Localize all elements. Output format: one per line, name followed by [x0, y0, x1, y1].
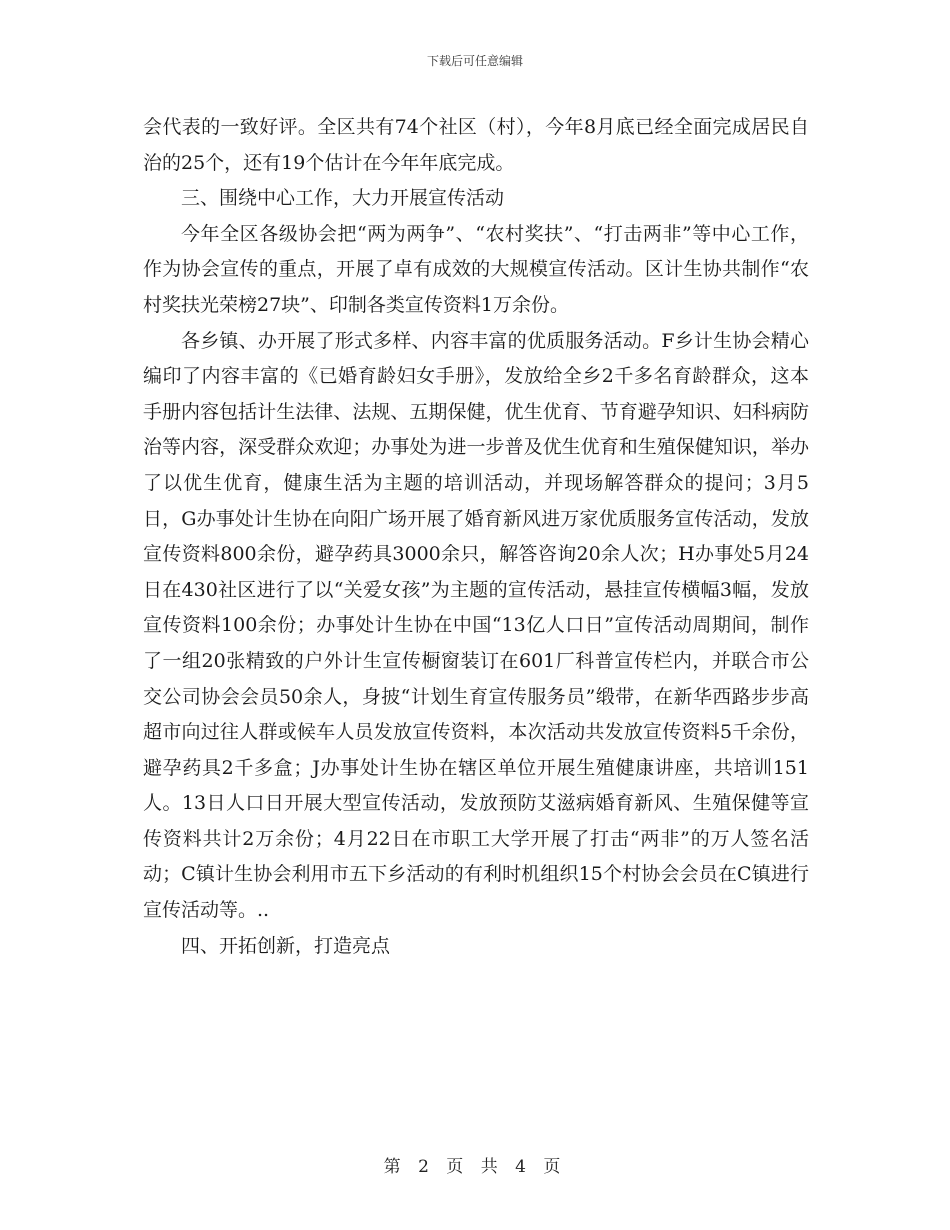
paragraph-continued: 会代表的一致好评。全区共有74个社区（村），今年8月底已经全面完成居民自治的25个，还有19个估计在今年年底完成。 [143, 116, 809, 174]
section-heading-3: 三、围绕中心工作，大力开展宣传活动 [181, 187, 505, 210]
paragraph: 今年全区各级协会把“两为两争”、“农村奖扶”、“打击两非”等中心工作，作为协会宣传的重点，开展了卓有成效的大规模宣传活动。区计生协共制作“农村奖扶光荣榜27块”、印制各类宣传资料1万余份。 [143, 222, 809, 316]
document-body [143, 110, 809, 964]
paragraph: 各乡镇、办开展了形式多样、内容丰富的优质服务活动。F乡计生协会精心编印了内容丰富的《已婚育龄妇女手册》，发放给全乡2千多名育龄群众，这本手册内容包括计生法律、法规、五期保健，优生优育、节育避孕知识、妇科病防治等内容，深受群众欢迎；办事处为进一步普及优生优育和生殖保健知识，举办了以优生优育，健康生活为主题的培训活动，并现场解答群众的提问；3月5日，G办事处计生协在向阳广场开展了婚育新风进万家优质服务宣传活动，发放宣传资料800余份，避孕药具3000余只，解答咨询20余人次；H办事处5月24日在430社区进行了以“关爱女孩”为主题的宣传活动，悬挂宣传横幅3幅，发放宣传资料100余份；办事处计生协在中国“13亿人口日”宣传活动周期间，制作了一组20张精致的户外计生宣传橱窗装订在601厂科普宣传栏内，并联合市公交公司协会会员50余人，身披“计划生育宣传服务员”缎带，在新华西路步步高超市向过往人群或候车人员发放宣传资料，本次活动共发放宣传资料5千余份，避孕药具2千多盒；J办事处计生协在辖区单位开展生殖健康讲座，共培训151人。13日人口日开展大型宣传活动，发放预防艾滋病婚育新风、生殖保健等宣传资料共计2万余份；4月22日在市职工大学开展了打击“两非”的万人签名活动；C镇计生协会利用市五下乡活动的有利时机组织15个村协会会员在C镇进行宣传活动等。.. [143, 329, 809, 922]
page-header: 下载后可任意编辑 [426, 54, 523, 68]
page-footer: 第 2 页 共 4 页 [383, 1157, 567, 1177]
section-heading-4: 四、开拓创新，打造亮点 [181, 934, 391, 957]
